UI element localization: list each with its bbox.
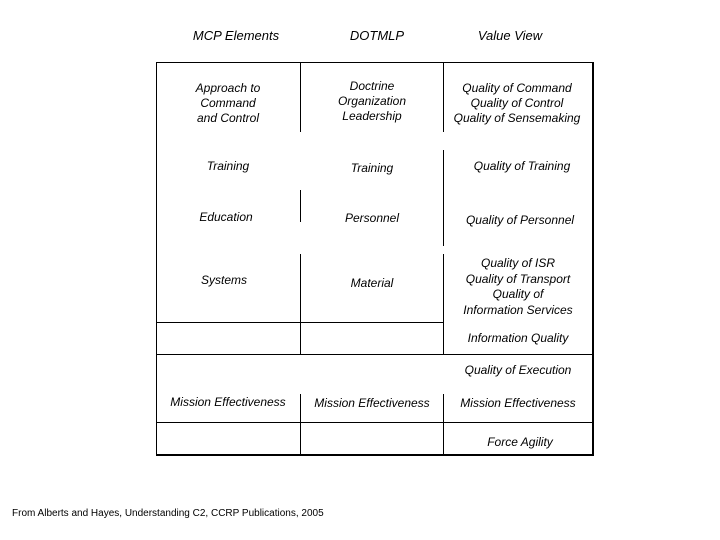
cell-information-quality: Information Quality — [467, 331, 569, 345]
column-divider — [443, 62, 444, 132]
column-divider — [300, 62, 301, 132]
cell-mission-effectiveness-value: Mission Effectiveness — [460, 396, 576, 410]
cell-material: Material — [350, 276, 394, 290]
cell-education: Education — [199, 210, 253, 224]
source-citation: From Alberts and Hayes, Understanding C2, CCRP Publications, 2005 — [12, 508, 324, 519]
header-dotmlp: DOTMLP — [349, 28, 405, 43]
row-divider — [156, 322, 444, 323]
cell-training-mcp: Training — [206, 159, 250, 173]
cell-training-dotmlp: Training — [350, 161, 394, 175]
column-divider — [300, 394, 301, 456]
cell-doctrine-organization-leadership: Doctrine Organization Leadership — [337, 79, 407, 123]
column-divider — [300, 254, 301, 354]
cell-quality-of-execution: Quality of Execution — [464, 363, 572, 377]
cell-quality-of-command-control-sensemaking: Quality of Command Quality of Control Quality of Sensemaking — [453, 81, 581, 125]
row-divider — [156, 354, 592, 355]
cell-mission-effectiveness-mcp: Mission Effectiveness — [170, 395, 286, 409]
cell-quality-of-isr-transport-information-services: Quality of ISR Quality of Transport Quality of Information Services — [463, 256, 573, 317]
column-divider — [300, 190, 301, 222]
cell-approach-to-command-and-control: Approach to Command and Control — [195, 81, 261, 125]
header-mcp-elements: MCP Elements — [192, 28, 280, 43]
column-divider — [443, 394, 444, 456]
row-divider — [156, 422, 592, 423]
cell-systems: Systems — [200, 273, 247, 287]
cell-quality-of-personnel: Quality of Personnel — [465, 213, 575, 227]
cell-personnel: Personnel — [344, 211, 400, 225]
cell-mission-effectiveness-dotmlp: Mission Effectiveness — [314, 396, 430, 410]
cell-quality-of-training: Quality of Training — [473, 159, 571, 173]
cell-force-agility: Force Agility — [487, 435, 553, 449]
column-divider — [443, 254, 444, 354]
header-value-view: Value View — [477, 28, 543, 43]
column-divider — [443, 150, 444, 246]
